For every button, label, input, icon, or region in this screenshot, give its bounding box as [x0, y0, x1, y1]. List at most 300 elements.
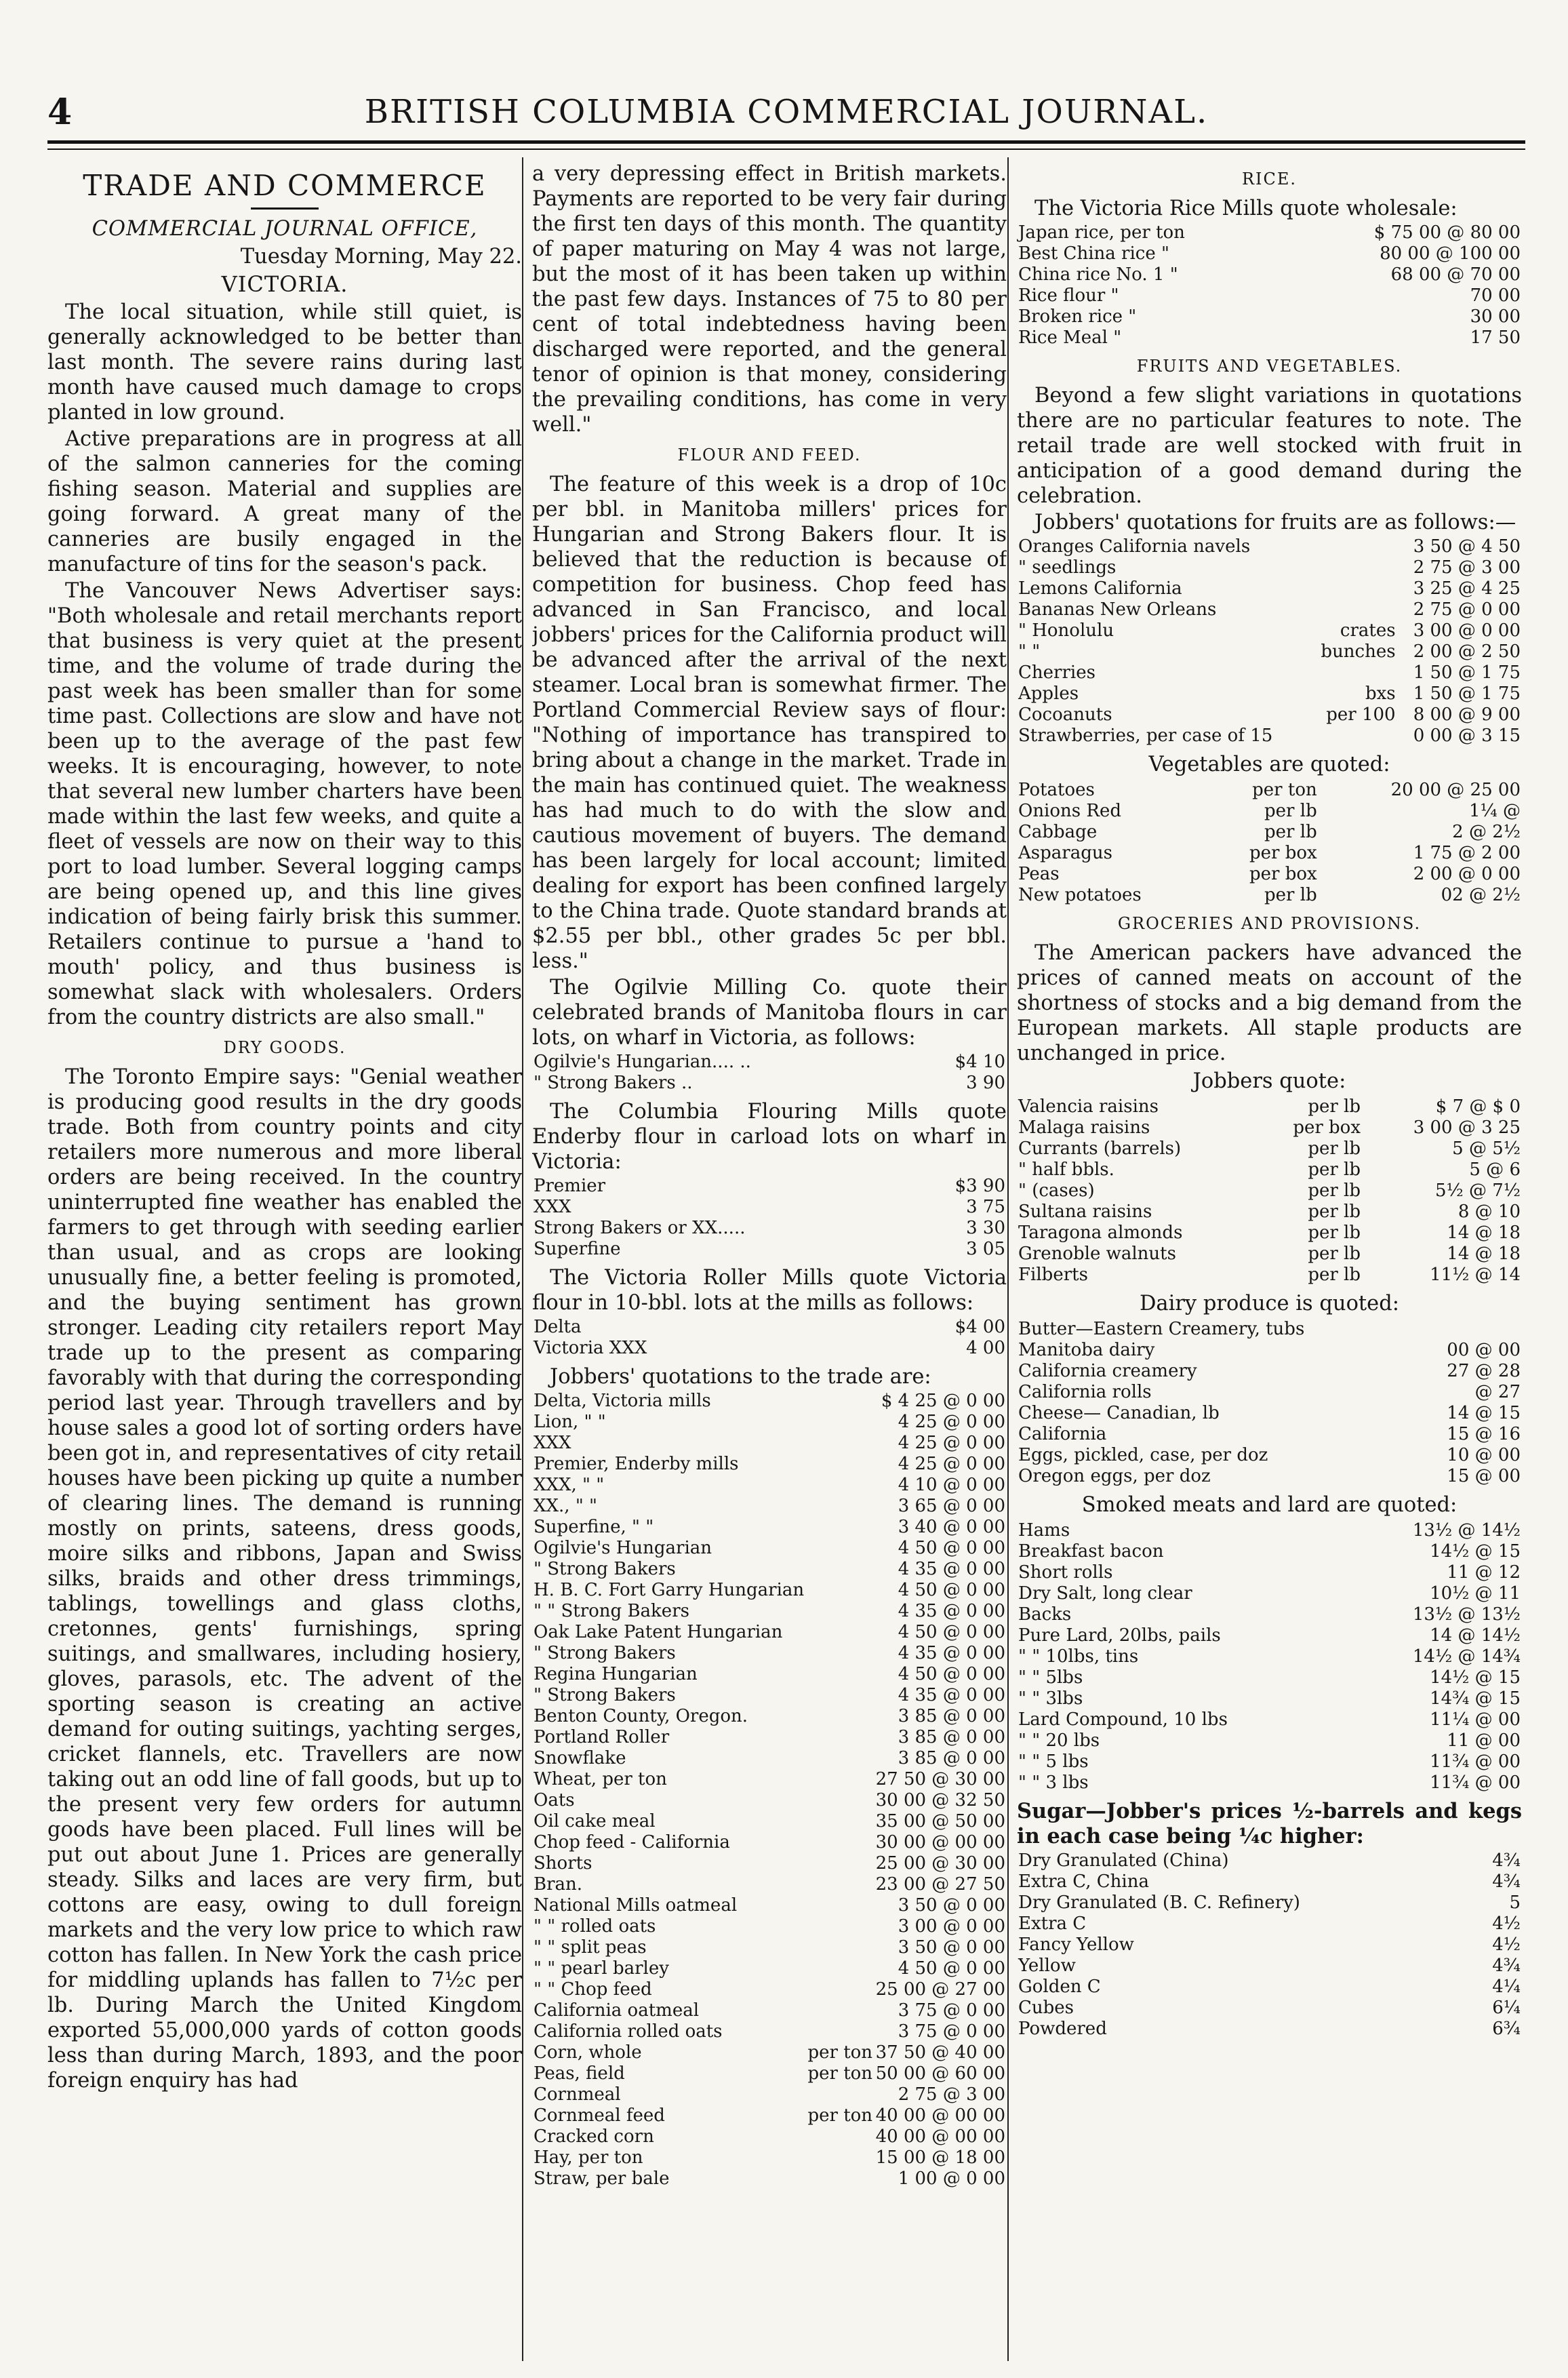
table-cell-price: 17 50	[1470, 328, 1521, 348]
table-cell-price: 0 00 @ 3 15	[1413, 726, 1521, 746]
paragraph: Jobbers' quotations to the trade are:	[550, 1365, 931, 1389]
table-cell-name: Rice flour "	[1018, 285, 1119, 306]
table-cell-unit: bxs	[1365, 683, 1396, 704]
table-cell-name: " " pearl barley	[534, 1958, 669, 1979]
table-cell-price: 1 00 @ 0 00	[898, 2168, 1005, 2189]
table-cell-price: 4 25 @ 0 00	[898, 1454, 1005, 1474]
table-row	[532, 1685, 1007, 1706]
table-row	[532, 1748, 1007, 1769]
table-row	[532, 1706, 1007, 1727]
table-cell-name: Delta, Victoria mills	[534, 1391, 711, 1411]
table-cell-price: 6¼	[1492, 1998, 1521, 2018]
table-row	[532, 1475, 1007, 1496]
table-cell-unit: per lb	[1308, 1096, 1361, 1117]
table-cell-price: 3 75 @ 0 00	[898, 2021, 1005, 2042]
table-cell-price: 4¼	[1492, 1977, 1521, 1997]
table-cell-unit: per lb	[1308, 1202, 1361, 1222]
table-cell-unit	[806, 1391, 874, 1412]
table-cell-name: Oregon eggs, per doz	[1018, 1466, 1211, 1486]
table-cell-price: @ 27	[1474, 1382, 1521, 1402]
table-cell-price: 5	[1509, 1893, 1521, 1913]
table-cell-price: 4 25 @ 0 00	[898, 1412, 1005, 1432]
table-cell-unit	[806, 2000, 874, 2021]
table-cell-name: Lemons California	[1018, 578, 1182, 599]
table-cell-price: 8 00 @ 9 00	[1413, 705, 1521, 725]
table-row	[532, 2105, 1007, 2126]
table-cell-name: " " split peas	[534, 1937, 647, 1958]
table-cell-name: Eggs, pickled, case, per doz	[1018, 1445, 1268, 1465]
table-cell-unit	[806, 1853, 874, 1874]
table-cell-unit: per lb	[1264, 885, 1317, 905]
table-row	[1017, 1709, 1522, 1730]
table-cell-price: 4¾	[1492, 1850, 1521, 1871]
table-cell-name: California rolls	[1018, 1382, 1152, 1402]
table-cell-price: 15 00 @ 18 00	[875, 2147, 1005, 2168]
table-cell-name: Cornmeal feed	[534, 2105, 665, 2126]
table-row	[532, 1832, 1007, 1853]
table-cell-price: 3 85 @ 0 00	[898, 1706, 1005, 1726]
table-row	[1017, 1730, 1522, 1751]
office-line: COMMERCIAL JOURNAL OFFICE,	[92, 217, 478, 241]
table-cell-unit: per lb	[1308, 1181, 1361, 1201]
table-cell-price: 4 50 @ 0 00	[898, 1622, 1005, 1642]
table-row	[1017, 801, 1522, 822]
table-cell-price: 35 00 @ 50 00	[875, 1811, 1005, 1831]
paragraph: The Ogilvie Milling Co. quote their celebrated brands of Manitoba flours in car lots, on wharf in Victoria, as follows:	[532, 976, 1007, 1050]
table-cell-name: " " rolled oats	[534, 1916, 656, 1937]
table-row	[1017, 780, 1522, 801]
groceries-table	[1017, 1096, 1522, 1286]
table-cell-name: " " Strong Bakers	[534, 1601, 689, 1621]
table-cell-unit: crates	[1340, 620, 1396, 641]
ogilvie-table	[532, 1052, 1007, 1094]
table-cell-price: 2 75 @ 3 00	[1413, 557, 1521, 578]
table-cell-price: 02 @ 2½	[1441, 885, 1521, 905]
table-cell-name: California	[1018, 1424, 1107, 1444]
table-row: Strong Bakers or XX..... 3 30	[534, 1218, 1005, 1238]
table-cell-unit	[806, 1832, 874, 1853]
table-cell-name: Strawberries, per case of 15	[1018, 726, 1273, 746]
table-cell-name: " Strong Bakers	[534, 1685, 676, 1705]
meats-table	[1017, 1520, 1522, 1794]
table-cell-unit	[806, 1475, 874, 1496]
table-cell-unit	[806, 2168, 874, 2189]
table-cell-name: Straw, per bale	[534, 2168, 670, 2189]
table-cell-price: 4 50 @ 0 00	[898, 1958, 1005, 1979]
table-row	[532, 1979, 1007, 2000]
table-row	[1017, 1850, 1522, 1871]
table-cell-price: 15 @ 00	[1447, 1466, 1521, 1486]
table-cell-unit	[806, 1559, 874, 1580]
table-row	[1017, 1583, 1522, 1604]
table-cell-name: " " 3lbs	[1018, 1688, 1083, 1709]
table-cell-price: 14¾ @ 15	[1430, 1688, 1521, 1709]
table-row	[532, 2168, 1007, 2189]
table-row	[1017, 1772, 1522, 1794]
table-cell-price: 5½ @ 7½	[1434, 1181, 1521, 1201]
table-cell-name: Powdered	[1018, 2019, 1107, 2039]
table-row	[1017, 620, 1522, 641]
table-cell-price: 1 75 @ 2 00	[1413, 843, 1521, 863]
table-cell-price: 20 00 @ 25 00	[1390, 780, 1521, 800]
table-cell-name: Broken rice "	[1018, 306, 1137, 327]
table-cell-unit	[806, 1538, 874, 1559]
table-row	[1017, 1319, 1522, 1340]
table-row	[532, 1958, 1007, 1979]
table-row	[1017, 1403, 1522, 1424]
sugar-table	[1017, 1850, 1522, 2040]
table-cell-unit: per lb	[1308, 1265, 1361, 1285]
table-cell-unit	[806, 1433, 874, 1454]
table-cell-name: Regina Hungarian	[534, 1664, 698, 1684]
table-row	[532, 1496, 1007, 1517]
paragraph: The local situation, while still quiet, is generally acknowledged to be better than last month. The severe rains during last month have caused much damage to crops planted in low ground.	[47, 300, 522, 424]
table-row	[1017, 285, 1522, 306]
table-cell-name: Dry Granulated (China)	[1018, 1850, 1229, 1871]
table-cell-unit: per lb	[1308, 1160, 1361, 1180]
table-cell-unit	[806, 1769, 874, 1790]
table-row	[1017, 1138, 1522, 1160]
table-cell-name: " " 5 lbs	[1018, 1751, 1089, 1772]
table-cell-price: 14½ @ 15	[1430, 1667, 1521, 1688]
table-cell-name: Portland Roller	[534, 1727, 670, 1747]
table-cell-name: Cracked corn	[534, 2126, 654, 2147]
table-cell-price: 4½	[1492, 1914, 1521, 1934]
table-cell-name: Wheat, per ton	[534, 1769, 667, 1789]
table-cell-unit: per 100	[1326, 705, 1396, 725]
table-cell-price: 3 00 @ 3 25	[1413, 1117, 1521, 1138]
table-cell-name: National Mills oatmeal	[534, 1895, 738, 1916]
dairy-table	[1017, 1319, 1522, 1487]
table-cell-price: 23 00 @ 27 50	[875, 1874, 1005, 1895]
table-row	[1017, 1646, 1522, 1667]
table-cell-price: 25 00 @ 30 00	[875, 1853, 1005, 1874]
table-cell-price: 4 50 @ 0 00	[898, 1538, 1005, 1558]
table-row	[1017, 557, 1522, 578]
table-cell-price: 2 75 @ 0 00	[1413, 599, 1521, 620]
table-row	[1017, 1751, 1522, 1772]
paragraph: Active preparations are in progress at all of the salmon canneries for the coming fishing season. Material and supplies are going forward. A great many of the canneries are busily engaged in the manufacture of tins for the season's pack.	[47, 427, 522, 576]
table-cell-price: 8 @ 10	[1458, 1202, 1521, 1222]
table-cell-unit	[806, 1958, 874, 1979]
paragraph: The Vancouver News Advertiser says: "Both wholesale and retail merchants report that business is very quiet at the present time, and the volume of trade during the past week has been smaller than for some time past. Collections are slow and have not been up to the average of the past few weeks. It is encouraging, however, to note that several new lumber charters have been made within the last few weeks, and quite a fleet of vessels are now on their way to this port to load lumber. Several logging camps are being opened up, and this line gives indication of being fairly brisk this summer. Retailers continue to pursue a 'hand to mouth' policy, and thus business is somewhat slack with wholesalers. Orders from the country districts are also small."	[47, 579, 522, 1029]
table-row	[532, 2000, 1007, 2021]
table-cell-price: 40 00 @ 00 00	[875, 2126, 1005, 2147]
column-1	[47, 161, 522, 2358]
table-cell-unit	[806, 1748, 874, 1769]
table-row	[1017, 1382, 1522, 1403]
table-cell-price: 2 75 @ 3 00	[898, 2084, 1005, 2105]
table-cell-unit	[806, 1916, 874, 1937]
table-row	[1017, 1340, 1522, 1361]
table-cell-name: Hams	[1018, 1520, 1070, 1541]
table-cell-unit: per lb	[1264, 801, 1317, 821]
table-cell-price: 4 10 @ 0 00	[898, 1475, 1005, 1495]
table-cell-price: 11 @ 12	[1447, 1562, 1521, 1583]
table-cell-name: Hay, per ton	[534, 2147, 643, 2168]
table-cell-price: 70 00	[1470, 285, 1521, 306]
table-row	[532, 1937, 1007, 1958]
table-cell-name: " " 3 lbs	[1018, 1772, 1089, 1793]
table-cell-price: 3 50 @ 4 50	[1413, 536, 1521, 557]
table-cell-price: 2 00 @ 0 00	[1413, 864, 1521, 884]
table-cell-unit: per ton	[1252, 780, 1317, 800]
table-cell-unit	[806, 1706, 874, 1727]
table-cell-name: Pure Lard, 20lbs, pails	[1018, 1625, 1221, 1646]
table-cell-name: Potatoes	[1018, 780, 1095, 800]
table-cell-unit	[806, 2021, 874, 2042]
table-row	[1017, 662, 1522, 683]
table-cell-unit	[806, 1601, 874, 1622]
table-row	[532, 1664, 1007, 1685]
table-cell-name: Asparagus	[1018, 843, 1112, 863]
table-row	[1017, 328, 1522, 349]
table-cell-price: 4 35 @ 0 00	[898, 1643, 1005, 1663]
table-row	[532, 2063, 1007, 2084]
table-cell-name: H. B. C. Fort Garry Hungarian	[534, 1580, 805, 1600]
table-cell-unit	[806, 1937, 874, 1958]
table-cell-price: 40 00 @ 00 00	[875, 2105, 1005, 2126]
table-cell-name: " "	[1018, 641, 1041, 662]
table-cell-name: Short rolls	[1018, 1562, 1113, 1583]
table-cell-price: 3 85 @ 0 00	[898, 1727, 1005, 1747]
table-cell-name: " " Chop feed	[534, 1979, 652, 2000]
table-row	[1017, 705, 1522, 726]
table-cell-name: Peas, field	[534, 2063, 625, 2084]
table-cell-name: Chop feed - California	[534, 1832, 730, 1852]
table-cell-unit	[806, 2126, 874, 2147]
table-cell-name: XXX, " "	[534, 1475, 605, 1495]
paragraph: The Toronto Empire says: "Genial weather is producing good results in the dry goods trade. Both from country points and city retailers more numerous and more liberal orders are being received. In the country uninterrupted fine weather has enabled the farmers to get through with seeding earlier than usual, and as crops are looking unusually fine, a better feeling is promoted, and the buying sentiment has grown stronger. Leading city retailers report May trade up to the present as comparing favorably with that during the corresponding period last year. Through travellers and by house sales a good lot of sorting orders have been got in, and representatives of city retail houses have been picking up quite a number of clearing lines. The demand is running mostly on prints, sateens, dress goods, moire silks and ribbons, Japan and Swiss silks, braids and other dress trimmings, tablings, towellings and glass cloths, cretonnes, gents' furnishings, spring suitings, and smallwares, including hosiery, gloves, parasols, etc. The advent of the sporting season is creating an active demand for outing suitings, yachting serges, cricket flannels, etc. Travellers are now taking out an odd line of fall goods, but up to the present very few orders for autumn goods have been placed. Full lines will be put out about June 1. Prices are generally steady. Silks and laces are very firm, but cottons are easy, owing to dull foreign markets and the very low price to which raw cotton has fallen. In New York the cash price for middling uplands has fallen to 7½c per lb. During March the United Kingdom exported 55,000,000 yards of cotton goods less than during March, 1893, and the poor foreign enquiry has had	[47, 1065, 522, 2093]
table-cell-unit	[1309, 726, 1397, 747]
table-cell-name: Best China rice "	[1018, 243, 1169, 264]
table-cell-unit: per ton	[807, 2063, 873, 2084]
table-row	[532, 1538, 1007, 1559]
header-rule	[47, 140, 1525, 144]
table-cell-price: 14 @ 15	[1447, 1403, 1521, 1423]
table-cell-name: Apples	[1018, 683, 1079, 704]
subheading-groceries: GROCERIES AND PROVISIONS.	[1117, 914, 1422, 933]
table-cell-name: Bran.	[534, 1874, 583, 1895]
table-cell-unit: per lb	[1264, 822, 1317, 842]
dateline: Tuesday Morning, May 22.	[240, 245, 522, 269]
table-row	[532, 1433, 1007, 1454]
table-cell-price: 4½	[1492, 1935, 1521, 1955]
table-cell-price: 11 @ 00	[1447, 1730, 1521, 1751]
table-cell-price: 13½ @ 13½	[1412, 1604, 1521, 1625]
table-row	[1017, 1871, 1522, 1893]
vegetables-heading: Vegetables are quoted:	[1148, 753, 1390, 776]
table-cell-unit	[806, 1412, 874, 1433]
table-row	[532, 1769, 1007, 1790]
table-row	[532, 1790, 1007, 1811]
table-row	[1017, 885, 1522, 906]
table-cell-name: Manitoba dairy	[1018, 1340, 1155, 1360]
table-row	[1017, 1935, 1522, 1956]
table-row	[1017, 1998, 1522, 2019]
table-cell-name: Peas	[1018, 864, 1060, 884]
place-heading: VICTORIA.	[221, 271, 348, 297]
subheading-rice: RICE.	[1241, 170, 1298, 189]
table-cell-name: Breakfast bacon	[1018, 1541, 1164, 1562]
table-cell-unit	[806, 2084, 874, 2105]
table-cell-price: 68 00 @ 70 00	[1390, 264, 1521, 285]
heading-rule	[251, 207, 319, 210]
table-cell-name: Bananas New Orleans	[1018, 599, 1217, 620]
table-cell-name: Lard Compound, 10 lbs	[1018, 1709, 1228, 1730]
table-row	[532, 1916, 1007, 1937]
table-cell-name: Oak Lake Patent Hungarian	[534, 1622, 783, 1642]
table-row	[1017, 1117, 1522, 1138]
table-cell-unit	[806, 1664, 874, 1685]
table-row	[532, 1811, 1007, 1832]
table-cell-name: Japan rice, per ton	[1018, 222, 1185, 243]
table-cell-name: Cocoanuts	[1018, 705, 1112, 725]
table-cell-name: Dry Granulated (B. C. Refinery)	[1018, 1893, 1300, 1913]
table-cell-price: 30 00	[1470, 306, 1521, 327]
rice-table	[1017, 222, 1522, 349]
table-cell-price: 11¾ @ 00	[1430, 1751, 1521, 1772]
table-row	[1017, 1244, 1522, 1265]
table-cell-price: 6¾	[1492, 2019, 1521, 2039]
paragraph: The Victoria Roller Mills quote Victoria flour in 10-bbl. lots at the mills as follows:	[532, 1266, 1007, 1315]
table-cell-unit: per lb	[1308, 1223, 1361, 1243]
table-cell-name: Snowflake	[534, 1748, 626, 1768]
paragraph: Jobbers' quotations for fruits are as follows:—	[1034, 511, 1516, 534]
table-row: Ogilvie's Hungarian.... .. $4 10	[534, 1052, 1005, 1072]
header-rule-thin	[47, 148, 1525, 150]
table-cell-name: " " 20 lbs	[1018, 1730, 1100, 1751]
table-cell-name: China rice No. 1 "	[1018, 264, 1178, 285]
meats-heading: Smoked meats and lard are quoted:	[1081, 1493, 1458, 1517]
table-row	[1017, 641, 1522, 662]
table-cell-price: 3 40 @ 0 00	[898, 1517, 1005, 1537]
journal-title: BRITISH COLUMBIA COMMERCIAL JOURNAL.	[364, 93, 1209, 131]
table-cell-name: Grenoble walnuts	[1018, 1244, 1176, 1264]
table-cell-price: 1 50 @ 1 75	[1413, 683, 1521, 704]
table-row	[1017, 578, 1522, 599]
table-cell-unit	[806, 1727, 874, 1748]
vegetables-table	[1017, 780, 1522, 906]
table-cell-price: 30 00 @ 00 00	[875, 1832, 1005, 1852]
table-cell-name: Yellow	[1018, 1956, 1076, 1976]
table-cell-price: 4 35 @ 0 00	[898, 1559, 1005, 1579]
table-cell-name: Cherries	[1018, 662, 1095, 683]
table-cell-name: Benton County, Oregon.	[534, 1706, 748, 1726]
table-cell-unit	[806, 1454, 874, 1475]
table-cell-name: " half bbls.	[1018, 1160, 1114, 1180]
table-row	[532, 1622, 1007, 1643]
table-row	[532, 1559, 1007, 1580]
page-header	[47, 85, 1525, 146]
table-cell-name: California rolled oats	[534, 2021, 723, 2042]
table-row	[1017, 1625, 1522, 1646]
table-row: " Strong Bakers .. 3 90	[534, 1073, 1005, 1093]
table-cell-unit	[1309, 578, 1397, 599]
table-row	[532, 1727, 1007, 1748]
table-cell-name: XX., " "	[534, 1496, 597, 1516]
table-row	[1017, 1977, 1522, 1998]
table-cell-price: 3 50 @ 0 00	[898, 1937, 1005, 1958]
table-row	[1017, 1466, 1522, 1487]
table-cell-name: Corn, whole	[534, 2042, 642, 2063]
jobbers-quote-heading: Jobbers quote:	[1192, 1069, 1346, 1093]
table-row	[532, 2147, 1007, 2168]
paragraph: The Columbia Flouring Mills quote Enderby flour in carload lots on wharf in Victoria:	[532, 1100, 1007, 1174]
table-cell-price: 4 25 @ 0 00	[898, 1433, 1005, 1453]
table-cell-price: 00 @ 00	[1447, 1340, 1521, 1360]
table-row	[1017, 1914, 1522, 1935]
table-cell-unit	[806, 1874, 874, 1895]
table-row	[1017, 599, 1522, 620]
table-cell-price: 4 35 @ 0 00	[898, 1685, 1005, 1705]
paragraph: a very depressing effect in British markets. Payments are reported to be very fair during the first ten days of this month. The quantity of paper maturing on May 4 was not large, but the most of it has been taken up within the past few days. Instances of 75 to 80 per cent of total indebtedness having been discharged were reported, and the general tenor of opinion is that money, considering the prevailing conditions, has come in very well."	[532, 162, 1007, 437]
table-cell-name: Malaga raisins	[1018, 1117, 1150, 1138]
table-row	[1017, 683, 1522, 705]
table-cell-unit	[806, 2147, 874, 2168]
table-cell-price: 14½ @ 15	[1430, 1541, 1521, 1562]
fruit-table	[1017, 536, 1522, 747]
table-cell-name: Oranges California navels	[1018, 536, 1251, 557]
table-cell-unit	[806, 1517, 874, 1538]
table-cell-price: 14½ @ 14¾	[1412, 1646, 1521, 1667]
table-row	[532, 1643, 1007, 1664]
page-number: 4	[47, 92, 73, 133]
table-row	[1017, 1096, 1522, 1117]
table-cell-price: 15 @ 16	[1447, 1424, 1521, 1444]
table-cell-name: Filberts	[1018, 1265, 1088, 1285]
table-cell-price: 3 75 @ 0 00	[898, 2000, 1005, 2021]
table-row	[532, 1412, 1007, 1433]
table-cell-price: 11¼ @ 00	[1430, 1709, 1521, 1730]
dairy-heading: Dairy produce is quoted:	[1139, 1292, 1400, 1315]
table-cell-price: 4 35 @ 0 00	[898, 1601, 1005, 1621]
table-cell-name: " Honolulu	[1018, 620, 1114, 641]
table-cell-price: 2 00 @ 2 50	[1413, 641, 1521, 662]
table-cell-name: Cheese— Canadian, lb	[1018, 1403, 1220, 1423]
table-cell-unit	[806, 1496, 874, 1517]
column-3	[1017, 161, 1522, 2358]
table-row	[1017, 1520, 1522, 1541]
table-cell-price: $ 7 @ $ 0	[1435, 1096, 1521, 1117]
jobbers-table	[532, 1391, 1007, 2189]
table-cell-name: " (cases)	[1018, 1181, 1095, 1201]
table-row	[532, 2084, 1007, 2105]
table-cell-unit: per lb	[1308, 1138, 1361, 1159]
table-cell-price: 10 @ 00	[1447, 1445, 1521, 1465]
table-row	[1017, 306, 1522, 328]
table-cell-name: New potatoes	[1018, 885, 1142, 905]
table-row	[1017, 1424, 1522, 1445]
table-cell-name: " seedlings	[1018, 557, 1117, 578]
table-row	[1017, 1223, 1522, 1244]
table-row	[1017, 1956, 1522, 1977]
table-cell-price: 37 50 @ 40 00	[875, 2042, 1005, 2063]
table-row: Superfine 3 05	[534, 1239, 1005, 1259]
table-cell-name: " " 10lbs, tins	[1018, 1646, 1139, 1667]
table-row	[532, 1454, 1007, 1475]
table-cell-price: 1¼ @	[1468, 801, 1521, 821]
table-cell-price: 30 00 @ 32 50	[875, 1790, 1005, 1810]
table-cell-unit: per box	[1293, 1117, 1361, 1138]
table-row	[532, 1853, 1007, 1874]
table-row	[1017, 2019, 1522, 2040]
table-cell-name: Premier, Enderby mills	[534, 1454, 739, 1474]
subheading-dry-goods: DRY GOODS.	[223, 1038, 346, 1057]
table-row	[1017, 1160, 1522, 1181]
table-cell-price: 4¾	[1492, 1871, 1521, 1892]
table-cell-unit	[806, 1895, 874, 1916]
